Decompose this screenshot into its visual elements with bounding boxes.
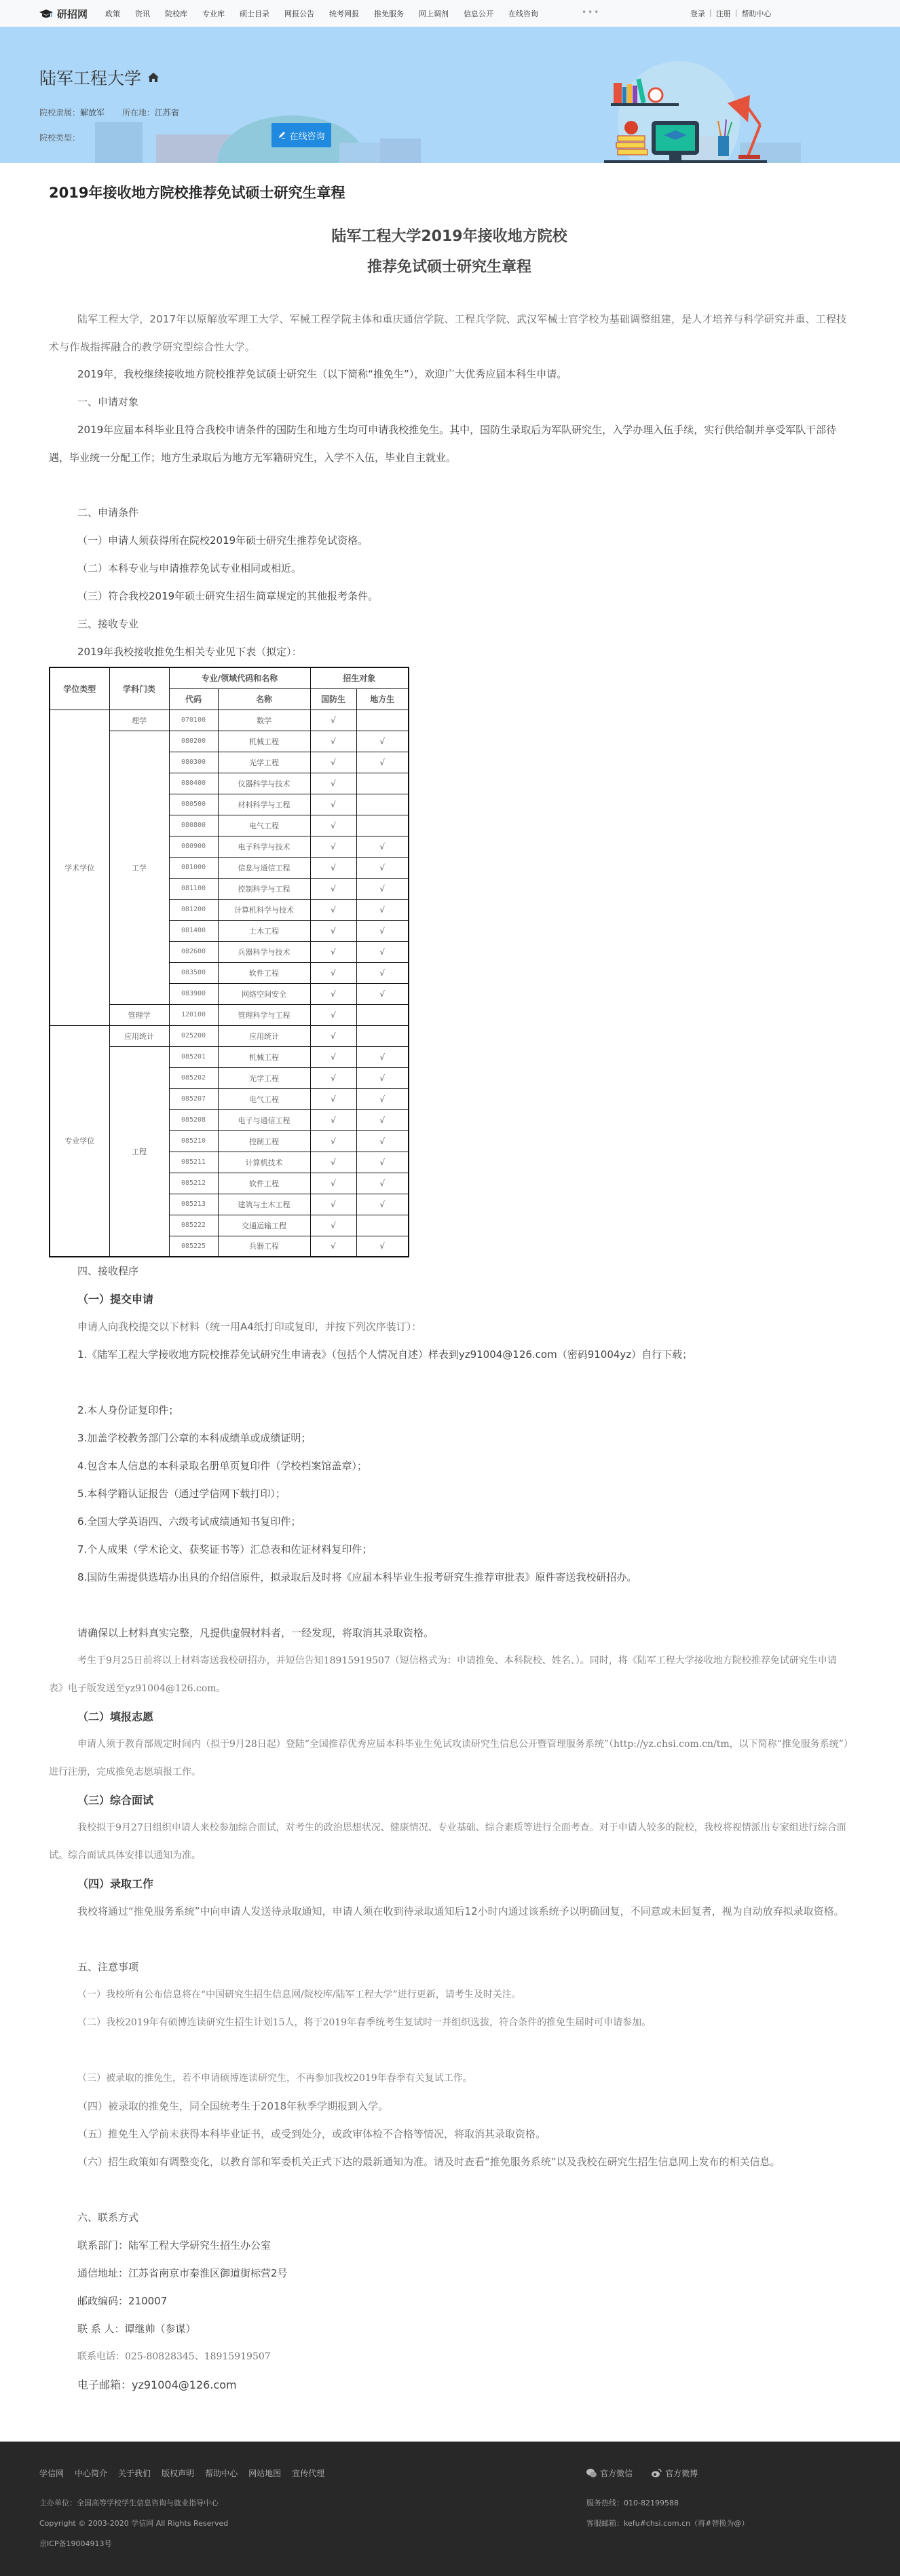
footer-copyright: Copyright © 2003-2020 学信网 All Rights Reserved xyxy=(39,2519,229,2528)
main-nav xyxy=(105,8,553,19)
local-check-cell xyxy=(356,983,409,1004)
defense-check-cell xyxy=(310,983,356,1004)
condition-item: （一）申请人须获得所在院校2019年硕士研究生推荐免试资格。 xyxy=(77,534,369,547)
defense-check-cell xyxy=(310,1152,356,1173)
local-check-cell xyxy=(356,731,409,752)
local-check-cell xyxy=(356,794,409,815)
nav-item-policy[interactable]: 政策 xyxy=(105,10,120,18)
footer-service-email: 客服邮箱：kefu#chsi.com.cn（将#替换为@） xyxy=(586,2519,749,2528)
major-name-cell: 信息与通信工程 xyxy=(218,857,310,878)
major-code-cell: 085222 xyxy=(169,1215,218,1236)
major-code-cell: 120100 xyxy=(169,1004,218,1025)
school-banner xyxy=(0,27,900,163)
check-mark-icon: √ xyxy=(379,1136,386,1146)
defense-check-cell xyxy=(310,836,356,857)
nav-item-exam-registration[interactable]: 统考网报 xyxy=(329,10,359,18)
local-check-cell xyxy=(356,899,409,920)
home-icon[interactable] xyxy=(148,73,159,82)
check-mark-icon: √ xyxy=(379,968,386,978)
check-mark-icon: √ xyxy=(331,862,336,872)
degree-type-cell: 学术学位 xyxy=(50,710,109,1025)
preference-text: 申请人须于教育部规定时间内（拟于9月28日起）登陆“全国推荐优秀应届本科毕业生免试攻读研究生信息公开暨管理服务系统”（http://yz.chsi.com.cn/tm，以下简称“推免服务系统”）进行注册，完成推免志愿填报工作。 xyxy=(49,1739,848,1778)
major-name-cell: 控制工程 xyxy=(218,1130,310,1152)
online-consult-label: 在线咨询 xyxy=(289,131,325,142)
help-center-link[interactable]: 帮助中心 xyxy=(741,10,772,18)
defense-check-cell xyxy=(310,1004,356,1025)
defense-check-cell xyxy=(310,731,356,752)
nav-item-registration-notice[interactable]: 网报公告 xyxy=(284,10,314,18)
major-name-cell: 网络空间安全 xyxy=(218,983,310,1004)
defense-check-cell xyxy=(310,794,356,815)
defense-check-cell xyxy=(310,1109,356,1130)
major-code-cell: 085211 xyxy=(169,1152,218,1173)
nav-item-online-consult[interactable]: 在线咨询 xyxy=(508,10,538,18)
condition-item: （二）本科专业与申请推荐免试专业相同或相近。 xyxy=(77,562,302,574)
footer-social xyxy=(586,2467,698,2479)
intro-paragraph-2: 2019年，我校继续接收地方院校推荐免试硕士研究生（以下简称“推免生”），欢迎广大优秀应届本科生申请。 xyxy=(77,368,567,380)
footer-links xyxy=(39,2467,324,2479)
subsection-heading-submit: （一）提交申请 xyxy=(77,1293,154,1306)
section-heading-3: 三、接收专业 xyxy=(77,618,139,630)
local-check-cell xyxy=(356,1067,409,1088)
check-mark-icon: √ xyxy=(379,883,386,894)
check-mark-icon: √ xyxy=(331,925,336,936)
submission-instructions: 考生于9月25日前将以上材料寄送我校研招办，并短信告知18915919507（短信格式为：申请推免、本科院校、姓名、）。同时，将《陆军工程大学接收地方院校推荐免试研究生申请表》电子版发送至yz91004@126.com。 xyxy=(49,1655,837,1694)
check-mark-icon: √ xyxy=(331,736,336,746)
majors-table xyxy=(49,667,409,1257)
defense-check-cell xyxy=(310,1236,356,1257)
check-mark-icon: √ xyxy=(379,736,386,746)
document-title-line1: 陆军工程大学2019年接收地方院校 xyxy=(331,228,567,245)
local-check-cell xyxy=(356,878,409,899)
section-1-text: 2019年应届本科毕业且符合我校申请条件的国防生和地方生均可申请我校推免生。其中，国防生录取后为军队研究生，入学办理入伍手续，实行供给制并享受军队干部待遇，毕业统一分配工作；地方生录取后为地方无军籍研究生，入学不入伍，毕业自主就业。 xyxy=(49,424,837,464)
site-footer xyxy=(0,2442,900,2576)
check-mark-icon: √ xyxy=(379,1157,386,1167)
major-name-cell: 土木工程 xyxy=(218,920,310,941)
contact-email[interactable]: 电子邮箱：yz91004@126.com xyxy=(77,2378,237,2391)
footer-sponsor: 主办单位：全国高等学校学生信息咨询与就业指导中心 xyxy=(39,2499,219,2507)
affiliation-value: 解放军 xyxy=(80,108,105,117)
major-code-cell: 085213 xyxy=(169,1194,218,1215)
check-mark-icon: √ xyxy=(331,820,336,830)
majors-table-body xyxy=(50,710,409,1257)
check-mark-icon: √ xyxy=(331,1241,336,1251)
subsection-heading-admission: （四）录取工作 xyxy=(77,1877,154,1890)
local-check-cell xyxy=(356,1046,409,1067)
logo-text: 研招网 xyxy=(57,8,88,20)
page-title: 2019年接收地方院校推荐免试硕士研究生章程 xyxy=(49,185,345,201)
major-name-cell: 控制科学与工程 xyxy=(218,878,310,899)
check-mark-icon: √ xyxy=(379,1052,386,1062)
subsection-heading-preference: （二）填报志愿 xyxy=(77,1710,154,1723)
major-name-cell: 仪器科学与技术 xyxy=(218,773,310,794)
affiliation-label: 院校隶属： xyxy=(39,108,81,117)
check-mark-icon: √ xyxy=(331,1220,336,1230)
major-code-cell: 081400 xyxy=(169,920,218,941)
header-name: 名称 xyxy=(218,688,310,710)
check-mark-icon: √ xyxy=(331,1157,336,1167)
notice-item: （一）我校所有公布信息将在“中国研究生招生信息网/院校库/陆军工程大学”进行更新，请考生及时关注。 xyxy=(77,1989,521,2000)
check-mark-icon: √ xyxy=(331,883,336,894)
defense-check-cell xyxy=(310,941,356,962)
contact-postcode: 邮政编码：210007 xyxy=(77,2295,168,2307)
major-code-cell: 081100 xyxy=(169,878,218,899)
footer-link-about-us[interactable]: 关于我们 xyxy=(118,2469,151,2478)
defense-check-cell xyxy=(310,899,356,920)
discipline-cell: 管理学 xyxy=(109,1004,169,1025)
wechat-label: 官方微信 xyxy=(600,2469,633,2478)
document-title-line2: 推荐免试硕士研究生章程 xyxy=(367,259,531,276)
major-code-cell: 081000 xyxy=(169,857,218,878)
degree-type-cell: 专业学位 xyxy=(50,1025,109,1257)
more-menu-icon[interactable]: ••• xyxy=(582,7,601,17)
major-name-cell: 管理科学与工程 xyxy=(218,1004,310,1025)
major-name-cell: 光学工程 xyxy=(218,1067,310,1088)
check-mark-icon: √ xyxy=(379,989,386,999)
local-check-cell xyxy=(356,815,409,836)
material-item: 8.国防生需提供选培办出具的介绍信原件，拟录取后及时将《应届本科毕业生报考研究生推荐审批表》原件寄送我校研招办。 xyxy=(77,1571,637,1583)
defense-check-cell xyxy=(310,920,356,941)
school-meta xyxy=(39,107,194,118)
notice-item: （五）推免生入学前未获得本科毕业证书，或受到处分，或政审体检不合格等情况，将取消其录取资格。 xyxy=(77,2128,546,2140)
major-name-cell: 兵器工程 xyxy=(218,1236,310,1257)
major-code-cell: 080200 xyxy=(169,731,218,752)
check-mark-icon: √ xyxy=(379,841,386,851)
defense-check-cell xyxy=(310,1130,356,1152)
major-name-cell: 材料科学与工程 xyxy=(218,794,310,815)
condition-item: （三）符合我校2019年硕士研究生招生简章规定的其他报考条件。 xyxy=(77,590,379,602)
separator: | xyxy=(734,8,738,17)
local-check-cell xyxy=(356,941,409,962)
nav-item-schools[interactable]: 院校库 xyxy=(165,10,187,18)
check-mark-icon: √ xyxy=(379,1073,386,1083)
check-mark-icon: √ xyxy=(331,989,336,999)
header-defense: 国防生 xyxy=(310,688,356,710)
major-code-cell: 085201 xyxy=(169,1046,218,1067)
discipline-cell: 应用统计 xyxy=(109,1025,169,1046)
major-code-cell: 085202 xyxy=(169,1067,218,1088)
discipline-cell: 理学 xyxy=(109,710,169,731)
nav-item-info-disclosure[interactable]: 信息公开 xyxy=(464,10,493,18)
school-type-label: 院校类型： xyxy=(39,133,81,143)
major-code-cell: 085210 xyxy=(169,1130,218,1152)
check-mark-icon: √ xyxy=(379,862,386,872)
section-heading-4: 四、接收程序 xyxy=(77,1265,139,1277)
defense-check-cell xyxy=(310,1067,356,1088)
local-check-cell xyxy=(356,1152,409,1173)
section-heading-2: 二、申请条件 xyxy=(77,507,139,519)
local-check-cell xyxy=(356,710,409,731)
major-code-cell: 025200 xyxy=(169,1025,218,1046)
major-name-cell: 电气工程 xyxy=(218,1088,310,1109)
nav-item-online-adjustment[interactable]: 网上调剂 xyxy=(419,10,449,18)
nav-item-majors[interactable]: 专业库 xyxy=(202,10,225,18)
school-name-text: 陆军工程大学 xyxy=(39,69,142,88)
check-mark-icon: √ xyxy=(379,904,386,915)
check-mark-icon: √ xyxy=(331,1178,336,1188)
interview-text: 我校拟于9月27日组织申请人来校参加综合面试，对考生的政治思想状况、健康情况、专业基础、综合素质等进行全面考查。对于申请人较多的院校，我校将视情派出专家组进行综合面试。综合面试具体安排以通知为准。 xyxy=(49,1822,846,1861)
defense-check-cell xyxy=(310,752,356,773)
table-row xyxy=(50,710,409,731)
major-code-cell: 080300 xyxy=(169,752,218,773)
defense-check-cell xyxy=(310,1194,356,1215)
footer-link-sitemap[interactable]: 网站地图 xyxy=(248,2469,282,2478)
major-name-cell: 软件工程 xyxy=(218,962,310,983)
check-mark-icon: √ xyxy=(379,1115,386,1125)
local-check-cell xyxy=(356,1236,409,1257)
site-logo[interactable] xyxy=(39,7,88,21)
weibo-link[interactable] xyxy=(652,2467,698,2479)
major-code-cell: 083500 xyxy=(169,962,218,983)
material-item: 4.包含本人信息的本科录取名册单页复印件（学校档案馆盖章）； xyxy=(77,1460,367,1472)
local-check-cell xyxy=(356,920,409,941)
contact-address: 通信地址：江苏省南京市秦淮区御道街标营2号 xyxy=(77,2267,288,2279)
notice-item: （四）被录取的推免生，同全国统考生于2018年秋季学期报到入学。 xyxy=(77,2100,389,2112)
footer-link-help[interactable]: 帮助中心 xyxy=(205,2469,238,2478)
weibo-label: 官方微博 xyxy=(665,2469,698,2478)
check-mark-icon: √ xyxy=(379,1241,386,1251)
check-mark-icon: √ xyxy=(331,1094,336,1104)
material-item: 5.本科学籍认证报告（通过学信网下载打印）； xyxy=(77,1488,286,1500)
material-item: 2.本人身份证复印件； xyxy=(77,1404,179,1416)
school-type xyxy=(39,132,80,143)
check-mark-icon: √ xyxy=(379,1199,386,1209)
major-name-cell: 计算机技术 xyxy=(218,1152,310,1173)
check-mark-icon: √ xyxy=(331,946,336,957)
local-check-cell xyxy=(356,752,409,773)
local-check-cell xyxy=(356,773,409,794)
footer-link-about-center[interactable]: 中心简介 xyxy=(75,2469,108,2478)
check-mark-icon: √ xyxy=(331,841,336,851)
table-row xyxy=(50,1025,409,1046)
discipline-cell: 工学 xyxy=(109,731,169,1004)
defense-check-cell xyxy=(310,815,356,836)
defense-check-cell xyxy=(310,1025,356,1046)
major-name-cell: 电气工程 xyxy=(218,815,310,836)
major-name-cell: 软件工程 xyxy=(218,1173,310,1194)
study-desk-illustration xyxy=(570,41,801,163)
notice-item: （六）招生政策如有调整变化，以教育部和军委机关正式下达的最新通知为准。请及时查看“推免服务系统”以及我校在研究生招生信息网上发布的相关信息。 xyxy=(77,2156,781,2168)
local-check-cell xyxy=(356,1194,409,1215)
wechat-link[interactable] xyxy=(586,2467,633,2479)
check-mark-icon: √ xyxy=(331,1031,336,1041)
weibo-icon xyxy=(652,2469,662,2478)
header-code: 代码 xyxy=(169,688,218,710)
login-link[interactable]: 登录 xyxy=(690,10,705,18)
defense-check-cell xyxy=(310,962,356,983)
check-mark-icon: √ xyxy=(331,778,336,788)
major-code-cell: 085225 xyxy=(169,1236,218,1257)
major-name-cell: 应用统计 xyxy=(218,1025,310,1046)
material-item: 3.加盖学校教务部门公章的本科成绩单或成绩证明； xyxy=(77,1432,312,1444)
major-name-cell: 电子科学与技术 xyxy=(218,836,310,857)
nav-item-news[interactable]: 资讯 xyxy=(135,10,150,18)
major-name-cell: 机械工程 xyxy=(218,731,310,752)
section-3-text: 2019年我校接收推免生相关专业见下表（拟定）： xyxy=(77,646,302,658)
footer-link-promotion[interactable]: 宣传代理 xyxy=(292,2469,325,2478)
local-check-cell xyxy=(356,1215,409,1236)
admission-text: 我校将通过“推免服务系统”中向申请人发送待录取通知，申请人须在收到待录取通知后12小时内通过该系统予以明确回复，不同意或未回复者，视为自动放弃拟录取资格。 xyxy=(77,1905,844,1917)
defense-check-cell xyxy=(310,1215,356,1236)
major-code-cell: 080800 xyxy=(169,815,218,836)
location-value: 江苏省 xyxy=(154,108,179,117)
local-check-cell xyxy=(356,962,409,983)
header-major-group: 专业/领域代码和名称 xyxy=(169,667,310,688)
material-note: 请确保以上材料真实完整，凡提供虚假材料者，一经发现，将取消其录取资格。 xyxy=(77,1627,434,1639)
contact-person: 联 系 人：谭继帅（参谋） xyxy=(77,2323,196,2335)
local-check-cell xyxy=(356,857,409,878)
check-mark-icon: √ xyxy=(379,925,386,936)
check-mark-icon: √ xyxy=(379,1094,386,1104)
discipline-cell: 工程 xyxy=(109,1046,169,1257)
header-local: 地方生 xyxy=(356,688,409,710)
material-item: 1.《陆军工程大学接收地方院校推荐免试研究生申请表》（包括个人情况自述）样表到yz91004@126.com（密码91004yz）自行下载； xyxy=(77,1348,693,1361)
major-code-cell: 082600 xyxy=(169,941,218,962)
top-navigation-bar xyxy=(0,0,900,27)
wechat-icon xyxy=(586,2469,597,2478)
check-mark-icon: √ xyxy=(331,799,336,809)
section-heading-1: 一、申请对象 xyxy=(77,396,139,408)
local-check-cell xyxy=(356,1130,409,1152)
graduation-cap-icon xyxy=(39,10,53,19)
major-code-cell: 083900 xyxy=(169,983,218,1004)
defense-check-cell xyxy=(310,857,356,878)
check-mark-icon: √ xyxy=(331,904,336,915)
check-mark-icon: √ xyxy=(331,757,336,767)
check-mark-icon: √ xyxy=(331,1199,336,1209)
header-degree-type: 学位类型 xyxy=(50,667,109,710)
nav-item-recommendation-service[interactable]: 推免服务 xyxy=(374,10,404,18)
header-discipline: 学科门类 xyxy=(109,667,169,710)
major-code-cell: 080400 xyxy=(169,773,218,794)
major-code-cell: 085212 xyxy=(169,1173,218,1194)
defense-check-cell xyxy=(310,878,356,899)
document-title xyxy=(49,221,850,282)
check-mark-icon: √ xyxy=(331,1010,336,1020)
register-link[interactable]: 注册 xyxy=(715,10,731,18)
major-name-cell: 光学工程 xyxy=(218,752,310,773)
major-name-cell: 电子与通信工程 xyxy=(218,1109,310,1130)
local-check-cell xyxy=(356,1109,409,1130)
local-check-cell xyxy=(356,1088,409,1109)
major-code-cell: 080900 xyxy=(169,836,218,857)
local-check-cell xyxy=(356,836,409,857)
submit-intro: 申请人向我校提交以下材料（统一用A4纸打印或复印，并按下列次序装订）： xyxy=(77,1321,422,1333)
check-mark-icon: √ xyxy=(379,757,386,767)
header-target-group: 招生对象 xyxy=(310,667,409,688)
local-check-cell xyxy=(356,1025,409,1046)
check-mark-icon: √ xyxy=(331,968,336,978)
footer-link-chsi[interactable]: 学信网 xyxy=(39,2469,64,2478)
major-name-cell: 数学 xyxy=(218,710,310,731)
check-mark-icon: √ xyxy=(331,1136,336,1146)
check-mark-icon: √ xyxy=(379,946,386,957)
location-label: 所在地： xyxy=(121,108,155,117)
subsection-heading-interview: （三）综合面试 xyxy=(77,1794,154,1807)
school-name xyxy=(39,65,159,90)
footer-link-copyright[interactable]: 版权声明 xyxy=(162,2469,195,2478)
major-code-cell: 070100 xyxy=(169,710,218,731)
online-consult-button[interactable] xyxy=(271,123,331,147)
major-name-cell: 计算机科学与技术 xyxy=(218,899,310,920)
user-links xyxy=(690,8,771,19)
separator: | xyxy=(709,8,712,17)
defense-check-cell xyxy=(310,710,356,731)
major-name-cell: 机械工程 xyxy=(218,1046,310,1067)
notice-item: （三）被录取的推免生，若不申请硕博连读研究生，不再参加我校2019年春季有关复试工作。 xyxy=(77,2073,472,2084)
pencil-icon xyxy=(278,131,286,139)
material-item: 6.全国大学英语四、六级考试成绩通知书复印件； xyxy=(77,1515,301,1528)
section-heading-6: 六、联系方式 xyxy=(77,2211,139,2224)
notice-item: （二）我校2019年有硕博连读研究生招生计划15人，将于2019年春季统考生复试时一并组织选拔，符合条件的推免生届时可申请参加。 xyxy=(77,2017,652,2028)
defense-check-cell xyxy=(310,1046,356,1067)
material-item: 7.个人成果（学术论文、获奖证书等）汇总表和佐证材料复印件； xyxy=(77,1543,373,1556)
intro-paragraph: 陆军工程大学，2017年以原解放军理工大学、军械工程学院主体和重庆通信学院、工程兵学院、武汉军械士官学校为基础调整组建，是人才培养与科学研究并重、工程技术与作战指挥融合的教学研究型综合性大学。 xyxy=(49,313,847,353)
check-mark-icon: √ xyxy=(331,1052,336,1062)
footer-icp[interactable]: 京ICP备19004913号 xyxy=(39,2539,112,2548)
section-heading-5: 五、注意事项 xyxy=(77,1961,139,1973)
major-name-cell: 交通运输工程 xyxy=(218,1215,310,1236)
major-name-cell: 兵器科学与技术 xyxy=(218,941,310,962)
check-mark-icon: √ xyxy=(331,1073,336,1083)
local-check-cell xyxy=(356,1173,409,1194)
major-name-cell: 建筑与土木工程 xyxy=(218,1194,310,1215)
contact-phone: 联系电话：025-80828345、18915919507 xyxy=(77,2351,271,2362)
nav-item-master-catalog[interactable]: 硕士目录 xyxy=(240,10,269,18)
major-code-cell: 085207 xyxy=(169,1088,218,1109)
major-code-cell: 081200 xyxy=(169,899,218,920)
defense-check-cell xyxy=(310,1173,356,1194)
major-code-cell: 085208 xyxy=(169,1109,218,1130)
check-mark-icon: √ xyxy=(379,1178,386,1188)
defense-check-cell xyxy=(310,1088,356,1109)
contact-department: 联系部门：陆军工程大学研究生招生办公室 xyxy=(77,2239,271,2251)
defense-check-cell xyxy=(310,773,356,794)
check-mark-icon: √ xyxy=(331,715,336,725)
local-check-cell xyxy=(356,1004,409,1025)
check-mark-icon: √ xyxy=(331,1115,336,1125)
footer-hotline: 服务热线：010-82199588 xyxy=(586,2499,679,2507)
major-code-cell: 080500 xyxy=(169,794,218,815)
